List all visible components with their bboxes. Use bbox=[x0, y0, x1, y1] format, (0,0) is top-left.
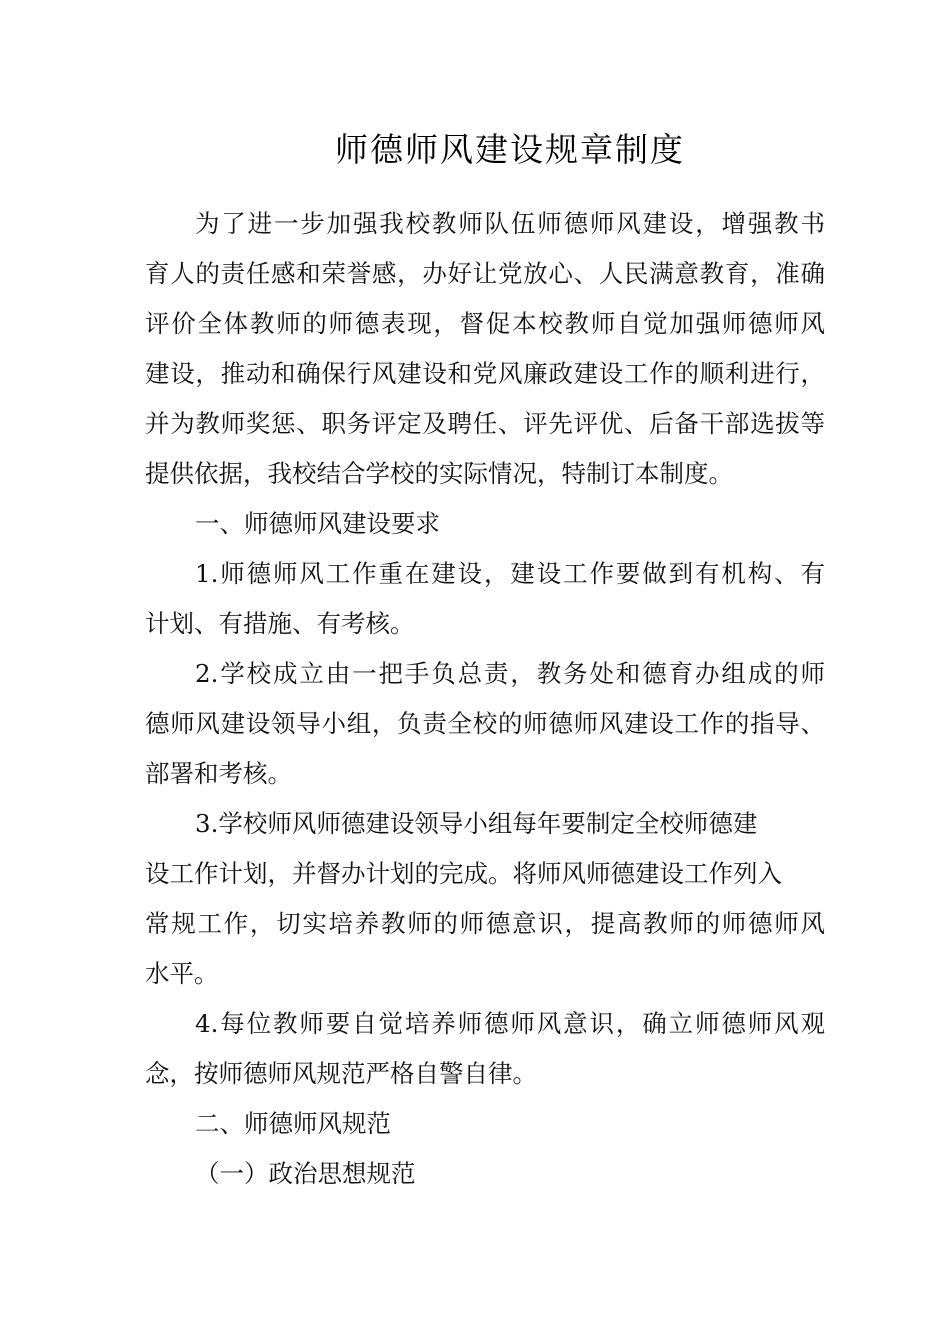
paragraph-line: 为了进一步加强我校教师队伍师德师风建设，增强教书 bbox=[195, 209, 825, 238]
paragraph-line: 并为教师奖惩、职务评定及聘任、评先评优、后备干部选拔等 bbox=[145, 409, 825, 438]
paragraph-line: 水平。 bbox=[145, 959, 219, 988]
paragraph-line: 评价全体教师的师德表现，督促本校教师自觉加强师德师风 bbox=[145, 309, 825, 338]
section-heading: 一、师德师风建设要求 bbox=[195, 509, 440, 538]
paragraph-line: 建设，推动和确保行风建设和党风廉政建设工作的顺利进行， bbox=[145, 359, 825, 388]
paragraph-line: 育人的责任感和荣誉感，办好让党放心、人民满意教育，准确 bbox=[145, 259, 825, 288]
paragraph-line: 计划、有措施、有考核。 bbox=[145, 609, 415, 638]
paragraph-line: 3.学校师风师德建设领导小组每年要制定全校师德建 bbox=[195, 809, 758, 838]
paragraph-line: 1.师德师风工作重在建设，建设工作要做到有机构、有 bbox=[195, 559, 825, 588]
paragraph-line: 念，按师德师风规范严格自警自律。 bbox=[145, 1059, 537, 1088]
document-title: 师德师风建设规章制度 bbox=[335, 130, 685, 169]
paragraph-line: 部署和考核。 bbox=[145, 759, 292, 788]
paragraph-line: 设工作计划，并督办计划的完成。将师风师德建设工作列入 bbox=[145, 859, 782, 888]
paragraph-line: 2.学校成立由一把手负总责，教务处和德育办组成的师 bbox=[195, 659, 825, 688]
subsection-heading: （一）政治思想规范 bbox=[195, 1159, 416, 1188]
paragraph-line: 德师风建设领导小组，负责全校的师德师风建设工作的指导、 bbox=[145, 709, 825, 738]
paragraph-line: 4.每位教师要自觉培养师德师风意识，确立师德师风观 bbox=[195, 1009, 825, 1038]
section-heading: 二、师德师风规范 bbox=[195, 1109, 391, 1138]
paragraph-line: 常规工作，切实培养教师的师德意识，提高教师的师德师风 bbox=[145, 909, 825, 938]
paragraph-line: 提供依据，我校结合学校的实际情况，特制订本制度。 bbox=[145, 459, 733, 488]
